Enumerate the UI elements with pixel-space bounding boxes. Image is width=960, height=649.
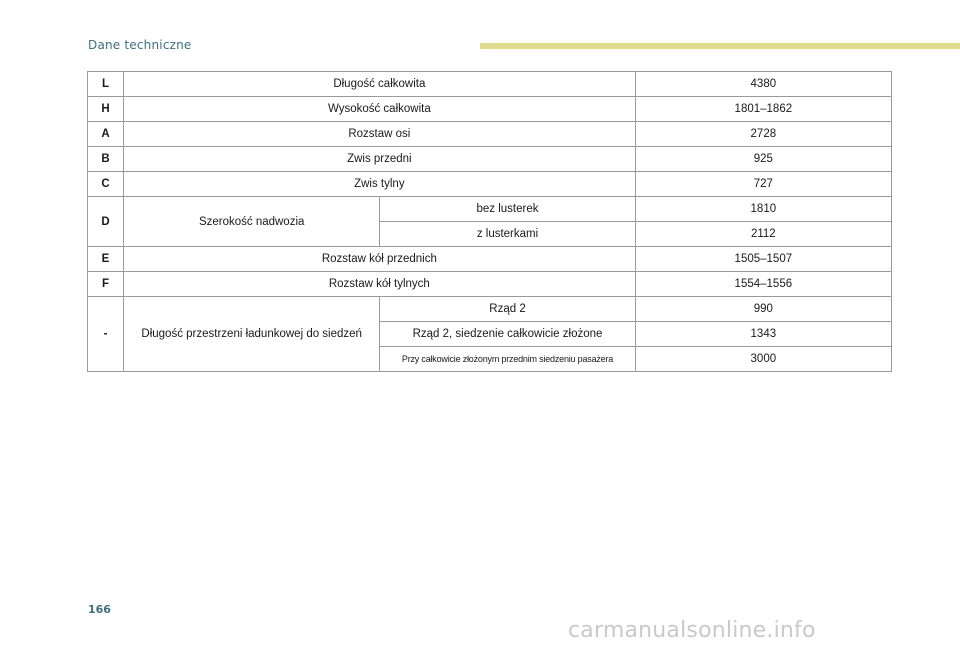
dimension-sublabel: Rząd 2 — [380, 297, 635, 322]
dimension-value: 1801–1862 — [635, 97, 891, 122]
dimension-code: F — [88, 272, 124, 297]
dimension-value: 2728 — [635, 122, 891, 147]
table-row — [88, 172, 892, 197]
dimension-code: - — [88, 297, 124, 372]
section-title: Dane techniczne — [88, 38, 192, 52]
dimension-sublabel: bez lusterek — [380, 197, 635, 222]
dimension-value: 1343 — [635, 322, 891, 347]
dimension-code: D — [88, 197, 124, 247]
table-row — [88, 197, 892, 222]
dimension-code: A — [88, 122, 124, 147]
dimension-label: Rozstaw kół tylnych — [124, 272, 636, 297]
dimension-value: 2112 — [635, 222, 891, 247]
dimension-code: C — [88, 172, 124, 197]
dimension-label: Zwis przedni — [124, 147, 636, 172]
dimension-sublabel: z lusterkami — [380, 222, 635, 247]
table-row — [88, 122, 892, 147]
dimension-code: B — [88, 147, 124, 172]
dimension-label: Rozstaw kół przednich — [124, 247, 636, 272]
dimension-label: Zwis tylny — [124, 172, 636, 197]
dimension-sublabel: Przy całkowicie złożonym przednim siedzeniu pasażera — [380, 347, 635, 372]
table-row — [88, 72, 892, 97]
dimension-sublabel: Rząd 2, siedzenie całkowicie złożone — [380, 322, 635, 347]
table-row — [88, 147, 892, 172]
table-row — [88, 247, 892, 272]
dimension-label: Szerokość nadwozia — [124, 197, 380, 247]
table-row — [88, 297, 892, 322]
dimension-label: Rozstaw osi — [124, 122, 636, 147]
dimension-code: H — [88, 97, 124, 122]
dimension-code: L — [88, 72, 124, 97]
dimensions-table — [87, 71, 892, 372]
dimension-label: Długość całkowita — [124, 72, 636, 97]
dimension-value: 925 — [635, 147, 891, 172]
dimension-value: 1505–1507 — [635, 247, 891, 272]
dimension-label: Wysokość całkowita — [124, 97, 636, 122]
dimension-label: Długość przestrzeni ładunkowej do siedzeń — [124, 297, 380, 372]
dimension-value: 727 — [635, 172, 891, 197]
dimension-value: 4380 — [635, 72, 891, 97]
dimension-value: 1810 — [635, 197, 891, 222]
dimension-code: E — [88, 247, 124, 272]
dimension-value: 3000 — [635, 347, 891, 372]
page-number: 166 — [88, 603, 111, 616]
dimension-value: 990 — [635, 297, 891, 322]
title-rule — [480, 43, 960, 49]
watermark: carmanualsonline.info — [568, 618, 816, 643]
table-row — [88, 272, 892, 297]
dimension-value: 1554–1556 — [635, 272, 891, 297]
table-row — [88, 97, 892, 122]
